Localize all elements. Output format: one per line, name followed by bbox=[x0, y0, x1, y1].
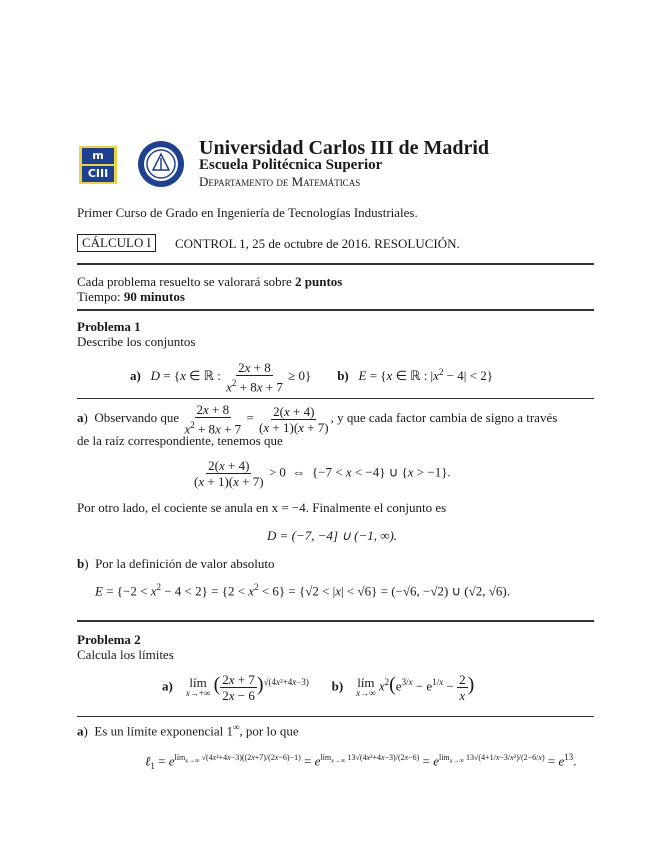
inequality-equiv: $\frac{2(x + 4)}{(x + 1)(x + 7)}$ > 0 ⇔ {−7 < x < −4} ∪ {x > −1}. bbox=[194, 458, 451, 489]
solution-a-intro: Observando que bbox=[94, 410, 180, 426]
problem2-statement: Calcula los límites bbox=[77, 647, 174, 662]
time-line bbox=[77, 289, 185, 305]
solution-a-line1: a) Observando que $\frac{2x + 8}{x^2 + 8x + 7}$ = $\frac{2(x + 4)}{(x + 1)(x + 7)}$ , y que cada factor cambia de signo a través bbox=[77, 402, 558, 437]
label-b: b) bbox=[337, 368, 349, 384]
limit-label-a: a) bbox=[162, 678, 173, 694]
problem1-sets: a) D = {x ∈ ℝ : $\frac{2x + 8}{x^2 + 8x + 7}$ ≥ 0} b) E = {x ∈ ℝ : $|x^2 - 4| < 2$} bbox=[130, 360, 493, 395]
divider bbox=[77, 309, 594, 311]
subject-box: CÁLCULO I bbox=[77, 234, 156, 252]
problem2-limits: a) lím x→+∞ ( $\frac{2x + 7}{2x - 6}$ )$^{√(4x^2+4x-3)}$ b) lím x→∞ $x^2(e^{3/x} - e^{1/x}$ − $\frac{2}{x}$ ) bbox=[162, 672, 475, 703]
course-line: Primer Curso de Grado en Ingeniería de Tecnologías Industriales. bbox=[77, 205, 418, 220]
exam-title: CONTROL 1, 25 de octubre de 2016. RESOLUCIÓN. bbox=[175, 236, 460, 251]
problem1-statement: Describe los conjuntos bbox=[77, 334, 196, 349]
problem2-heading: Problema 2 bbox=[77, 632, 141, 647]
problem2-a-text: Es un límite exponencial 1 bbox=[94, 723, 233, 739]
other-side-text: Por otro lado, el cociente se anula en x = −4. Finalmente el conjunto es bbox=[77, 500, 447, 515]
E-result: $E = \{-2 < x^2 - 4 < 2\} = \{2 < x^2 < 6\} = \{√2 < |x| < √6\} = (-√6$, −√2) ∪ (√2, √6). bbox=[95, 582, 510, 599]
department-name: Departamento de Matemáticas bbox=[199, 174, 361, 189]
divider bbox=[77, 716, 594, 717]
points-line bbox=[77, 274, 342, 290]
solution-a-line2: de la raíz correspondiente, tenemos que bbox=[77, 433, 283, 448]
divider bbox=[77, 263, 594, 265]
points-value: 2 puntos bbox=[295, 274, 343, 289]
solution-b-line: b) Por la definición de valor absoluto bbox=[77, 556, 275, 571]
school-name: Escuela Politécnica Superior bbox=[199, 157, 383, 173]
problem2-solution-a: a) Es un límite exponencial 1∞, por lo que bbox=[77, 722, 299, 739]
limit-label-b: b) bbox=[331, 678, 344, 694]
problem1-heading: Problema 1 bbox=[77, 319, 141, 334]
time-value: 90 minutos bbox=[123, 289, 185, 304]
uc3m-math-logo: m CIII bbox=[79, 146, 117, 184]
divider bbox=[77, 620, 594, 622]
problem2-a-text2: , por lo que bbox=[239, 723, 299, 739]
D-result: D = (−7, −4] ∪ (−1, ∞). bbox=[267, 528, 398, 543]
ell1-result: ℓ$_1$ = $e^{lím_{x\to\infty} √(4x^2+4x-3)((2x+7)/(2x-6)-1)} = e^{lím_{x\to\infty} 13√(4x^2+4x-3)/(2x-6)} = e^{lím_{x\to\infty} 13√(4+1/x-3/x^2)/(2-6/x)} = e^{13}$. bbox=[145, 752, 577, 771]
university-name: Universidad Carlos III de Madrid bbox=[199, 137, 490, 159]
solution-a-cont: , y que cada factor cambia de signo a través bbox=[330, 410, 558, 426]
divider bbox=[77, 398, 594, 399]
label-a: a) bbox=[130, 368, 141, 384]
time-text: Tiempo: bbox=[77, 289, 124, 304]
points-text: Cada problema resuelto se valorará sobre bbox=[77, 274, 296, 289]
uc3m-seal-icon bbox=[137, 140, 185, 188]
solution-b-text: Por la definición de valor absoluto bbox=[95, 556, 275, 571]
